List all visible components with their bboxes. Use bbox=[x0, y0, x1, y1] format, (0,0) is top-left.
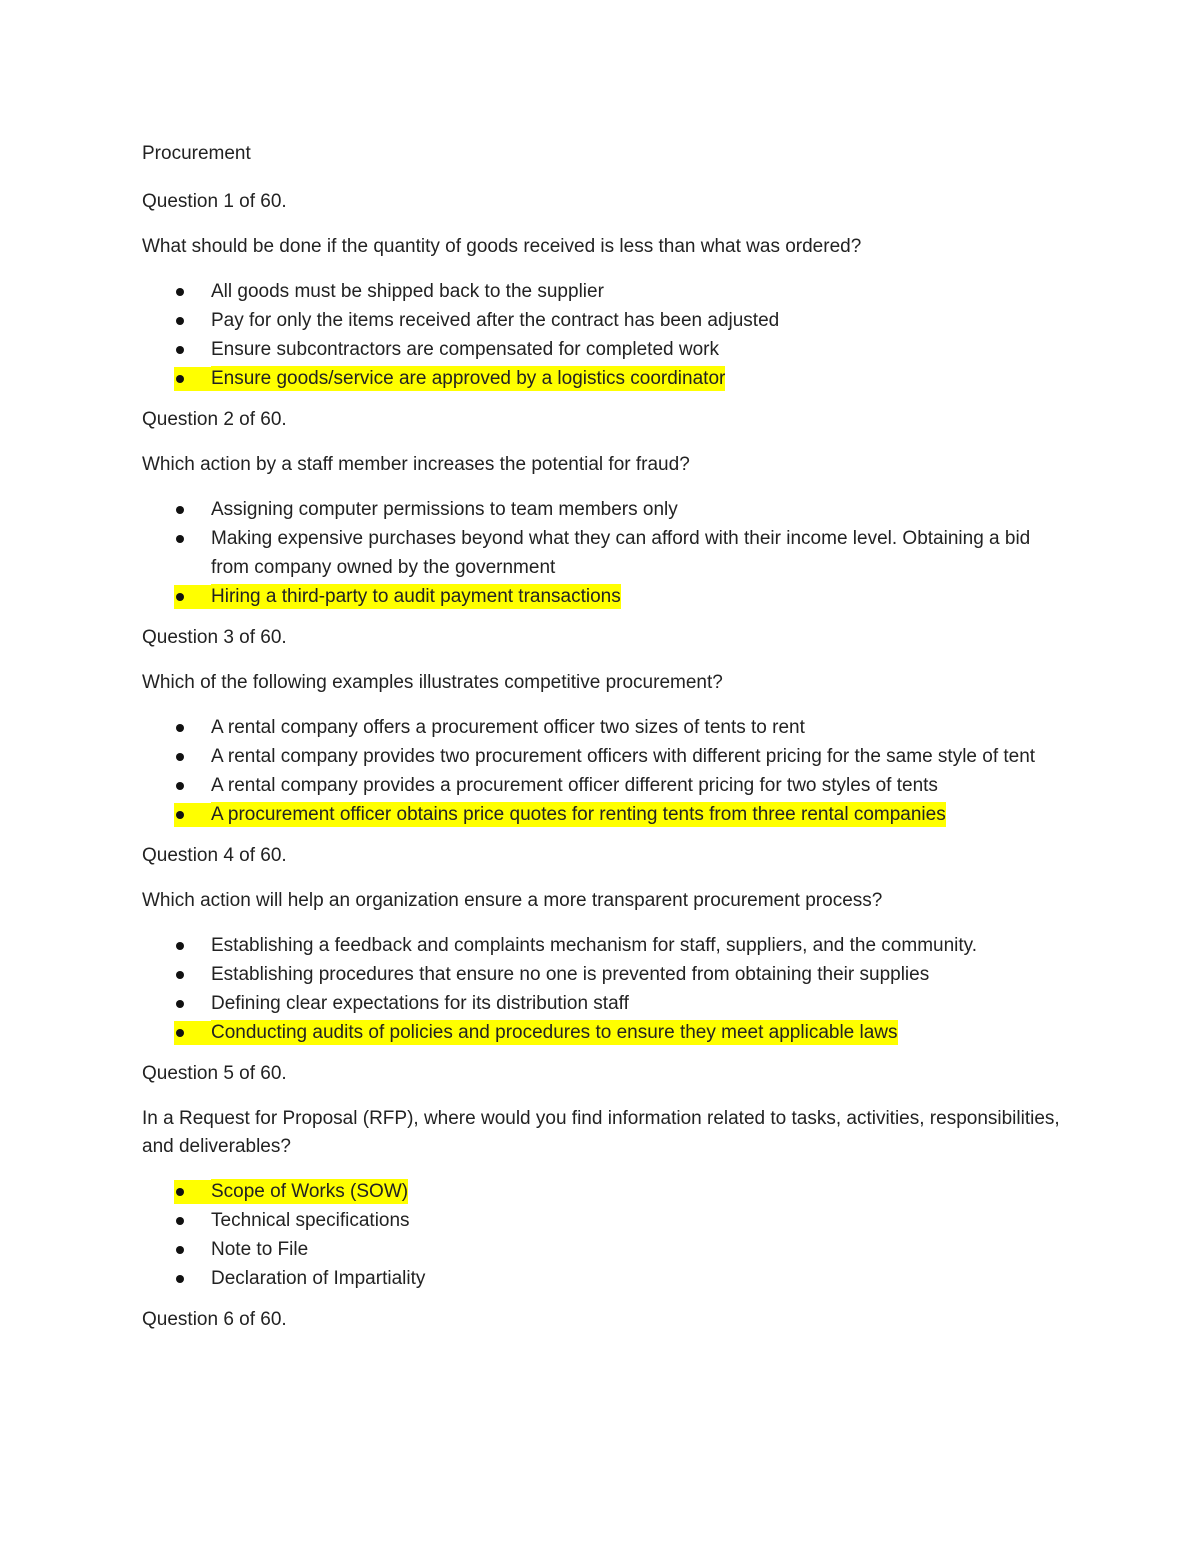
answer-option bbox=[142, 277, 1062, 306]
question-3 bbox=[142, 625, 1062, 829]
answer-option bbox=[142, 989, 1062, 1018]
bullet-icon bbox=[176, 1188, 184, 1196]
answer-option bbox=[142, 800, 1062, 829]
bullet-icon bbox=[176, 942, 184, 950]
answer-options bbox=[142, 931, 1062, 1047]
answer-text: All goods must be shipped back to the supplier bbox=[211, 281, 604, 302]
question-1 bbox=[142, 189, 1062, 393]
question-label: Question 5 of 60. bbox=[142, 1063, 287, 1084]
answer-option bbox=[142, 495, 1062, 524]
answer-option bbox=[142, 742, 1062, 771]
answer-option bbox=[142, 1264, 1062, 1293]
answer-option bbox=[142, 931, 1062, 960]
bullet-icon bbox=[176, 753, 184, 761]
answer-text: A rental company provides a procurement officer different pricing for two styles of tents bbox=[211, 775, 938, 796]
question-4 bbox=[142, 843, 1062, 1047]
bullet-icon bbox=[176, 1029, 184, 1037]
document-page bbox=[142, 141, 1062, 1351]
answer-text: Ensure subcontractors are compensated for completed work bbox=[211, 339, 719, 360]
answer-text: Assigning computer permissions to team members only bbox=[211, 499, 678, 520]
question-label: Question 4 of 60. bbox=[142, 845, 287, 866]
answer-text: Establishing procedures that ensure no one is prevented from obtaining their supplies bbox=[211, 964, 930, 985]
bullet-icon bbox=[176, 1275, 184, 1283]
answer-options bbox=[142, 495, 1062, 611]
answer-text: A procurement officer obtains price quotes for renting tents from three rental companies bbox=[211, 804, 946, 825]
answer-option bbox=[142, 582, 1062, 611]
document-title: Procurement bbox=[142, 143, 251, 164]
bullet-icon bbox=[176, 1217, 184, 1225]
answer-text: A rental company offers a procurement officer two sizes of tents to rent bbox=[211, 717, 805, 738]
answer-text: Declaration of Impartiality bbox=[211, 1268, 426, 1289]
answer-text: Scope of Works (SOW) bbox=[211, 1181, 409, 1202]
question-5 bbox=[142, 1061, 1062, 1293]
question-text: Which action will help an organization ensure a more transparent procurement process? bbox=[142, 890, 883, 911]
bullet-icon bbox=[176, 317, 184, 325]
answer-option bbox=[142, 1235, 1062, 1264]
bullet-icon bbox=[176, 593, 184, 601]
answer-option bbox=[142, 713, 1062, 742]
answer-text: Establishing a feedback and complaints mechanism for staff, suppliers, and the community. bbox=[211, 935, 978, 956]
answer-text: A rental company provides two procurement officers with different pricing for the same style of tent bbox=[211, 746, 1036, 767]
question-text: In a Request for Proposal (RFP), where would you find information related to tasks, activities, responsibilities, and deliverables? bbox=[142, 1108, 1060, 1157]
answer-text: Defining clear expectations for its distribution staff bbox=[211, 993, 629, 1014]
answer-text: Conducting audits of policies and procedures to ensure they meet applicable laws bbox=[211, 1022, 898, 1043]
bullet-icon bbox=[176, 1000, 184, 1008]
answer-option bbox=[142, 524, 1062, 582]
bullet-icon bbox=[176, 1246, 184, 1254]
answer-text: Technical specifications bbox=[211, 1210, 410, 1231]
question-2 bbox=[142, 407, 1062, 611]
question-label: Question 2 of 60. bbox=[142, 409, 287, 430]
answer-option bbox=[142, 1206, 1062, 1235]
answer-option bbox=[142, 960, 1062, 989]
bullet-icon bbox=[176, 288, 184, 296]
question-label: Question 1 of 60. bbox=[142, 191, 287, 212]
answer-option bbox=[142, 771, 1062, 800]
answer-options bbox=[142, 713, 1062, 829]
bullet-icon bbox=[176, 535, 184, 543]
question-text: What should be done if the quantity of goods received is less than what was ordered? bbox=[142, 236, 862, 257]
question-6 bbox=[142, 1307, 1062, 1333]
bullet-icon bbox=[176, 724, 184, 732]
question-text: Which of the following examples illustrates competitive procurement? bbox=[142, 672, 723, 693]
bullet-icon bbox=[176, 506, 184, 514]
bullet-icon bbox=[176, 811, 184, 819]
bullet-icon bbox=[176, 346, 184, 354]
answer-text: Note to File bbox=[211, 1239, 309, 1260]
answer-option bbox=[142, 306, 1062, 335]
answer-options bbox=[142, 1177, 1062, 1293]
answer-option bbox=[142, 1177, 1062, 1206]
answer-text: Pay for only the items received after the contract has been adjusted bbox=[211, 310, 780, 331]
question-label: Question 3 of 60. bbox=[142, 627, 287, 648]
bullet-icon bbox=[176, 782, 184, 790]
answer-text: Ensure goods/service are approved by a logistics coordinator bbox=[211, 368, 726, 389]
question-text: Which action by a staff member increases the potential for fraud? bbox=[142, 454, 690, 475]
bullet-icon bbox=[176, 971, 184, 979]
answer-text: Making expensive purchases beyond what they can afford with their income level. Obtaining a bid from company owned by the government bbox=[211, 528, 1031, 578]
question-label: Question 6 of 60. bbox=[142, 1309, 287, 1330]
answer-options bbox=[142, 277, 1062, 393]
bullet-icon bbox=[176, 375, 184, 383]
answer-option bbox=[142, 335, 1062, 364]
answer-text: Hiring a third-party to audit payment transactions bbox=[211, 586, 621, 607]
answer-option bbox=[142, 364, 1062, 393]
answer-option bbox=[142, 1018, 1062, 1047]
